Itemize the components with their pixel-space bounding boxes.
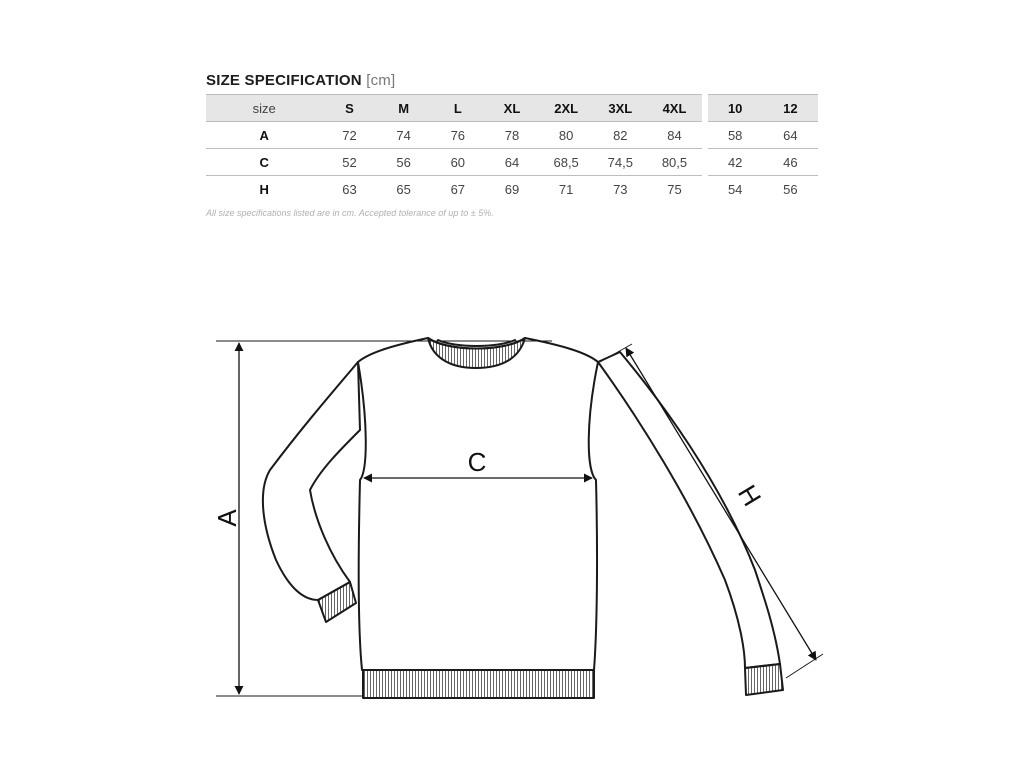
table-cell: 46 bbox=[763, 149, 818, 176]
table-cell: 64 bbox=[763, 122, 818, 149]
table-cell: 72 bbox=[322, 122, 376, 149]
table-cell: 68,5 bbox=[539, 149, 593, 176]
header-2xl: 2XL bbox=[539, 95, 593, 122]
spec-title-text: SIZE SPECIFICATION bbox=[206, 72, 362, 89]
table-cell: 60 bbox=[431, 149, 485, 176]
left-sleeve bbox=[263, 362, 360, 600]
table-cell: 65 bbox=[396, 181, 411, 197]
table-cell: 71 bbox=[558, 181, 574, 197]
label-a: A bbox=[212, 509, 242, 527]
dimension-h-line bbox=[626, 348, 816, 660]
hem-band bbox=[363, 670, 594, 698]
tolerance-note: All size specifications listed are in cm. Accepted tolerance of up to ± 5%. bbox=[206, 208, 494, 218]
label-c: C bbox=[467, 447, 487, 477]
header-10: 10 bbox=[708, 95, 763, 122]
sweatshirt-body bbox=[358, 338, 598, 670]
table-cell: 74 bbox=[377, 122, 431, 149]
table-cell: 80,5 bbox=[647, 149, 701, 176]
table-cell: 78 bbox=[485, 122, 539, 149]
table-cell: 76 bbox=[431, 122, 485, 149]
header-s: S bbox=[322, 95, 376, 122]
table-cell: 56 bbox=[783, 181, 798, 197]
right-sleeve bbox=[598, 352, 780, 668]
header-l: L bbox=[431, 95, 485, 122]
header-xl: XL bbox=[485, 95, 539, 122]
header-12: 12 bbox=[763, 95, 818, 122]
guide-h-bottom bbox=[786, 654, 823, 678]
label-h: H bbox=[732, 479, 768, 512]
spec-unit: [cm] bbox=[366, 72, 396, 89]
table-cell: 84 bbox=[647, 122, 701, 149]
header-3xl: 3XL bbox=[593, 95, 647, 122]
row-label-a: A bbox=[206, 122, 322, 149]
header-m: M bbox=[377, 95, 431, 122]
table-cell: 52 bbox=[322, 149, 376, 176]
table-cell: 63 bbox=[342, 181, 357, 197]
table-cell: 69 bbox=[504, 181, 520, 197]
table-cell: 42 bbox=[708, 149, 763, 176]
table-cell: 64 bbox=[485, 149, 539, 176]
table-cell: 75 bbox=[667, 181, 682, 197]
header-4xl: 4XL bbox=[647, 95, 701, 122]
table-cell: 54 bbox=[727, 181, 743, 197]
table-cell: 56 bbox=[377, 149, 431, 176]
table-cell: 82 bbox=[593, 122, 647, 149]
table-cell: 67 bbox=[450, 181, 466, 197]
header-size: size bbox=[206, 95, 322, 122]
table-cell: 73 bbox=[613, 181, 628, 197]
table-cell: 74,5 bbox=[593, 149, 647, 176]
row-label-h: H bbox=[259, 181, 269, 197]
table-cell: 80 bbox=[539, 122, 593, 149]
table-cell: 58 bbox=[708, 122, 763, 149]
row-label-c: C bbox=[206, 149, 322, 176]
right-cuff bbox=[745, 664, 783, 695]
